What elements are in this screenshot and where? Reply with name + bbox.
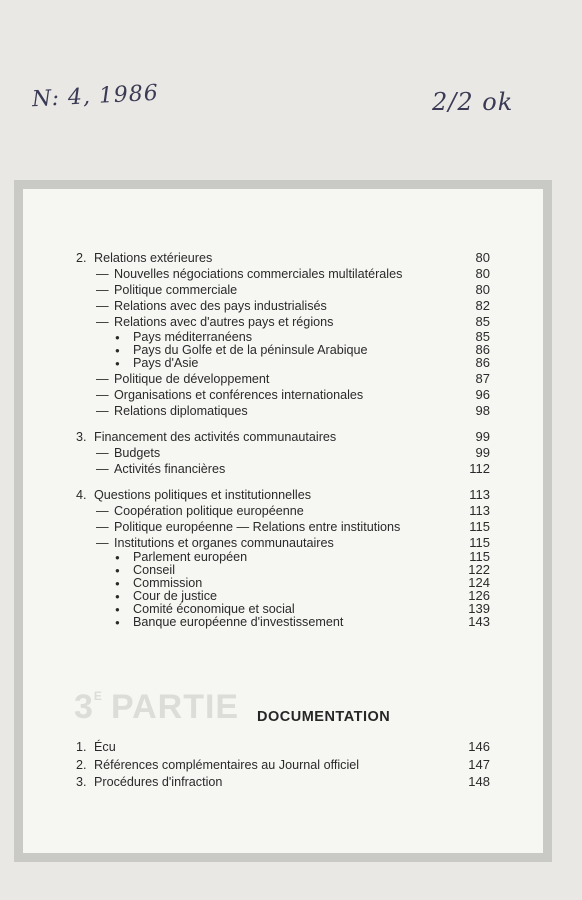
page-number: 99	[475, 429, 490, 444]
toc-entry	[96, 282, 237, 298]
toc-entry	[96, 314, 333, 330]
toc-entry	[96, 298, 327, 314]
toc-entry	[115, 355, 198, 371]
entry-label: Parlement européen	[133, 550, 248, 564]
part-title: DOCUMENTATION	[257, 709, 391, 725]
page-number: 112	[469, 461, 490, 476]
page-number: 115	[469, 549, 490, 564]
dash-marker: —	[96, 315, 109, 329]
dash-marker: —	[96, 446, 109, 460]
page-number: 124	[468, 575, 490, 590]
toc-entry	[76, 757, 359, 773]
entry-label: Coopération politique européenne	[114, 504, 304, 518]
toc-entry	[96, 266, 402, 282]
page-number: 85	[475, 329, 490, 344]
entry-number: 1.	[76, 740, 87, 754]
entry-label: Activités financières	[114, 462, 226, 476]
entry-label: Politique de développement	[114, 372, 270, 386]
entry-label: Nouvelles négociations commerciales multilatérales	[114, 267, 403, 281]
toc-entry	[76, 250, 212, 266]
entry-label: Relations extérieures	[94, 251, 213, 265]
entry-label: Références complémentaires au Journal officiel	[94, 758, 360, 772]
toc-entry	[96, 403, 248, 419]
entry-label: Commission	[133, 576, 203, 590]
entry-label: Cour de justice	[133, 589, 217, 603]
page-number: 148	[468, 774, 490, 789]
dash-marker: —	[96, 267, 109, 281]
toc-entry	[96, 503, 304, 519]
handwritten-reference: N: 4, 1986	[31, 80, 160, 113]
entry-label: Politique commerciale	[114, 283, 238, 297]
page-number: 99	[475, 445, 490, 460]
entry-label: Pays d'Asie	[133, 356, 199, 370]
page-number: 80	[475, 282, 490, 297]
entry-label: Institutions et organes communautaires	[114, 536, 334, 550]
entry-label: Comité économique et social	[133, 602, 295, 616]
dash-marker: —	[96, 520, 109, 534]
toc-entry	[96, 461, 225, 477]
page-number: 113	[469, 503, 490, 518]
bullet-icon: ●	[115, 332, 120, 342]
page-number: 143	[468, 614, 490, 629]
page-number: 139	[468, 601, 490, 616]
entry-label: Conseil	[133, 563, 175, 577]
dash-marker: —	[96, 504, 109, 518]
entry-label: Relations avec des pays industrialisés	[114, 299, 327, 313]
part-number: 3	[74, 688, 94, 726]
entry-number: 2.	[76, 758, 87, 772]
entry-label: Politique européenne — Relations entre institutions	[114, 520, 401, 534]
part-number-suffix: E	[93, 689, 103, 703]
bullet-icon: ●	[115, 345, 120, 355]
toc-entry	[76, 739, 116, 755]
toc-entry	[96, 445, 160, 461]
page-number: 86	[475, 355, 490, 370]
page-number: 146	[468, 739, 490, 754]
page-number: 82	[475, 298, 490, 313]
dash-marker: —	[96, 404, 109, 418]
bullet-icon: ●	[115, 617, 120, 627]
bullet-icon: ●	[115, 552, 120, 562]
toc-entry	[76, 487, 311, 503]
toc-entry	[76, 774, 222, 790]
page-number: 86	[475, 342, 490, 357]
entry-label: Relations diplomatiques	[114, 404, 248, 418]
entry-label: Budgets	[114, 446, 161, 460]
entry-label: Questions politiques et institutionnelles	[94, 488, 312, 502]
bullet-icon: ●	[115, 578, 120, 588]
entry-label: Financement des activités communautaires	[94, 430, 337, 444]
dash-marker: —	[96, 372, 109, 386]
bullet-icon: ●	[115, 591, 120, 601]
part-heading	[74, 688, 239, 727]
bullet-icon: ●	[115, 604, 120, 614]
page-number: 87	[475, 371, 490, 386]
page-number: 96	[475, 387, 490, 402]
page-number: 126	[468, 588, 490, 603]
page-number: 115	[469, 535, 490, 550]
entry-number: 2.	[76, 251, 87, 265]
dash-marker: —	[96, 388, 109, 402]
page-number: 80	[475, 250, 490, 265]
page-number: 80	[475, 266, 490, 281]
toc-entry	[115, 614, 343, 630]
part-word: PARTIE	[110, 688, 240, 726]
handwritten-note: 2/2 ok	[432, 88, 514, 116]
entry-number: 3.	[76, 775, 87, 789]
page-number: 113	[469, 487, 490, 502]
dash-marker: —	[96, 283, 109, 297]
bullet-icon: ●	[115, 565, 120, 575]
entry-label: Pays du Golfe et de la péninsule Arabique	[133, 343, 368, 357]
entry-label: Organisations et conférences internationales	[114, 388, 364, 402]
page-number: 98	[475, 403, 490, 418]
toc-entry	[96, 371, 269, 387]
page-number: 122	[468, 562, 490, 577]
entry-label: Écu	[94, 740, 116, 754]
toc-entry	[76, 429, 336, 445]
page-number: 115	[469, 519, 490, 534]
dash-marker: —	[96, 299, 109, 313]
entry-label: Banque européenne d'investissement	[133, 615, 344, 629]
dash-marker: —	[96, 536, 109, 550]
toc-entry	[96, 519, 400, 535]
toc-entry	[96, 387, 363, 403]
entry-number: 3.	[76, 430, 87, 444]
page-number: 85	[475, 314, 490, 329]
entry-label: Relations avec d'autres pays et régions	[114, 315, 334, 329]
entry-label: Procédures d'infraction	[94, 775, 223, 789]
bullet-icon: ●	[115, 358, 120, 368]
entry-label: Pays méditerranéens	[133, 330, 253, 344]
page-number: 147	[468, 757, 490, 772]
dash-marker: —	[96, 462, 109, 476]
entry-number: 4.	[76, 488, 87, 502]
